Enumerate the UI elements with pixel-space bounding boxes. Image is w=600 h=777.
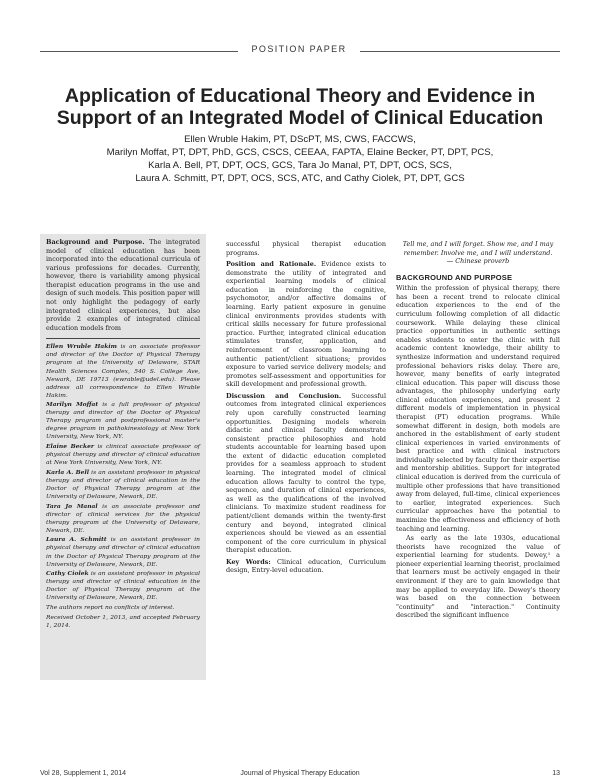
author-list xyxy=(40,133,560,185)
affiliation: Marilyn Moffat is a full professor of physical therapy and director of the Doctor of Physical Therapy program and postprofessional master's degree program in pathokinesiology at New York University, New York, NY. xyxy=(46,401,200,441)
abstract-position-text: Evidence exists to demonstrate the utility of integrated and experiential learning models of clinical education in reinforcing the cognitive, psychomotor, and/or affective domains of learning. Early patient exposure in genuine clinical environments provides students with critical skills necessary for future professional practice. Further, integrated clinical education stimulates transfer, application, and reinforcement of classroom learning to authentic patient/client situations; provides exposure to varied service delivery models; and promotes self-assessment and opportunities for skill development and professional growth. xyxy=(226,260,386,389)
abstract-position xyxy=(226,260,386,389)
abstract-background-label: Background and Purpose. xyxy=(46,238,145,246)
abstract-discussion-text: Successful outcomes from integrated clinical experiences rely upon carefully constructed learning opportunities. Designing models wherein didactic and clinical faculty demonstrate consistent practice philosophies and hold students accountable for learning based upon the extent of didactic education completed provides for a seamless approach to student learning. The integrated model of clinical education allows faculty to control the type, sequence, and duration of clinical experiences, as well as the qualifications of the involved clinicians. To maximize student readiness for patient/client demands within the twenty-first century and beyond, integrated clinical experiences should be viewed as an essential component of the core curriculum in physical therapist education. xyxy=(226,391,387,555)
body-column xyxy=(396,240,560,620)
footer-journal: Journal of Physical Therapy Education xyxy=(240,770,360,777)
keywords-text: Clinical education, Curriculum design, Entry-level education. xyxy=(226,557,387,575)
header-rule-right xyxy=(360,51,560,52)
affiliation: Laura A. Schmitt is an assistant professor in physical therapy and director of clinical education in the Doctor of Physical Therapy program at the University of Delaware, Newark, DE. xyxy=(46,536,200,568)
header-rule-left xyxy=(40,51,238,52)
affiliation: Karla A. Bell is an assistant professor in physical therapy and director of clinical education in the Doctor of Physical Therapy program at the University of Delaware, Newark, DE. xyxy=(46,468,201,500)
article-title: Application of Educational Theory and Evidence in Support of an Integrated Model of Clinical Education xyxy=(56,85,544,129)
author-line: Ellen Wruble Hakim, PT, DScPT, MS, CWS, FACCWS, xyxy=(184,134,416,145)
abstract-keywords xyxy=(226,558,386,575)
received-note: Received October 1, 2013, and accepted February 1, 2014. xyxy=(46,613,200,629)
footer-volume: Vol 28, Supplement 1, 2014 xyxy=(40,770,127,777)
affiliation: Elaine Becker is clinical associate professor of physical therapy and director of clinical education at New York University, New York, NY. xyxy=(46,443,201,467)
abstract-background-text: The integrated model of clinical education has been incorporated into the educational curricula of various professions for decades. Currently, however, there is variability among physical therapist education programs in the use and design of such models. This position paper will not only highlight the pedagogy of early integrated clinical experiences, but also provide 2 examples of integrated clinical education models from xyxy=(46,238,201,332)
abstract-position-label: Position and Rationale. xyxy=(226,260,317,269)
body-paragraph: Within the profession of physical therapy, there has been a recent trend to relocate clinical education experiences to the end of the curriculum following completion of all didactic coursework. While delaying these clinical practice opportunities in authentic settings enables students to enter the clinic with full academic content knowledge, their ability to synthesize information and understand required professional behaviors risks delay. There are, however, many benefits of early integrated clinical education. This paper will discuss those advantages, the philosophy underlying early clinical education experiences, and present 2 different models of implementation in physical therapist (PT) education programs. While somewhat different in design, both models are anchored in the establishment of early student clinical experiences in varied environments of best practice and with clinical instructors individually selected by faculty for their expertise and mentorship abilities. Support for integrated clinical education is derived from the curricula of multiple other professions that have transitioned away from delayed, full-time, clinical experiences to earlier, integrated experiences. Such curricular approaches have the potential to maximize the effectiveness and efficiency of both teaching and learning. xyxy=(396,284,560,533)
abstract-background-cont: successful physical therapist education programs. xyxy=(226,240,386,257)
epigraph: Tell me, and I will forget. Show me, and I may remember. Involve me, and I will understand. — Chinese proverb xyxy=(402,240,554,266)
author-line: Laura A. Schmitt, PT, DPT, OCS, SCS, ATC, and Cathy Ciolek, PT, DPT, GCS xyxy=(135,173,465,185)
page-number: 13 xyxy=(552,770,560,777)
abstract-column-2 xyxy=(226,240,386,575)
abstract-box xyxy=(40,234,206,680)
affiliation: Tara Jo Manal is an associate professor and director of clinical services for the physical therapy program at the University of Delaware, Newark, DE. xyxy=(46,502,200,534)
affiliation-divider xyxy=(46,338,200,339)
affiliation: Ellen Wruble Hakim is an associate professor and director of the Doctor of Physical Therapy program at the University of Delaware, STAR Health Sciences Complex, 540 S. College Ave, Newark, DE 19713 (ewrable@udel.edu). Please address all correspondence to Ellen Wruble Hakim. xyxy=(46,343,201,399)
author-line: Karla A. Bell, PT, DPT, OCS, GCS, Tara Jo Manal, PT, DPT, OCS, SCS, xyxy=(148,160,452,172)
author-affiliations xyxy=(46,343,200,629)
abstract-discussion-label: Discussion and Conclusion. xyxy=(226,391,342,400)
abstract-discussion xyxy=(226,392,386,555)
conflict-note: The authors report no conflicts of interest. xyxy=(46,603,175,611)
keywords-label: Key Words: xyxy=(226,557,271,566)
section-heading: BACKGROUND AND PURPOSE xyxy=(396,272,513,282)
abstract-background xyxy=(46,238,200,332)
body-paragraph: As early as the late 1930s, educational theorists have recognized the value of experiential learning for students. Dewey,¹ a pioneer experiential learning theorist, proclaimed that learners must be actively engaged in their environment if they are to gain knowledge that may be applied to everyday life. Dewey's theory was based on the connection between "continuity" and "interaction." Continuity described the significant influence xyxy=(396,534,560,620)
affiliation: Cathy Ciolek is an assistant professor in physical therapy and director of clinical education in the Doctor of Physical Therapy program at the University of Delaware, Newark, DE. xyxy=(46,570,201,602)
author-line: Marilyn Moffat, PT, DPT, PhD, GCS, CSCS, CEEAA, FAPTA, Elaine Becker, PT, DPT, PCS, xyxy=(106,147,494,159)
section-label: POSITION PAPER xyxy=(251,44,347,54)
